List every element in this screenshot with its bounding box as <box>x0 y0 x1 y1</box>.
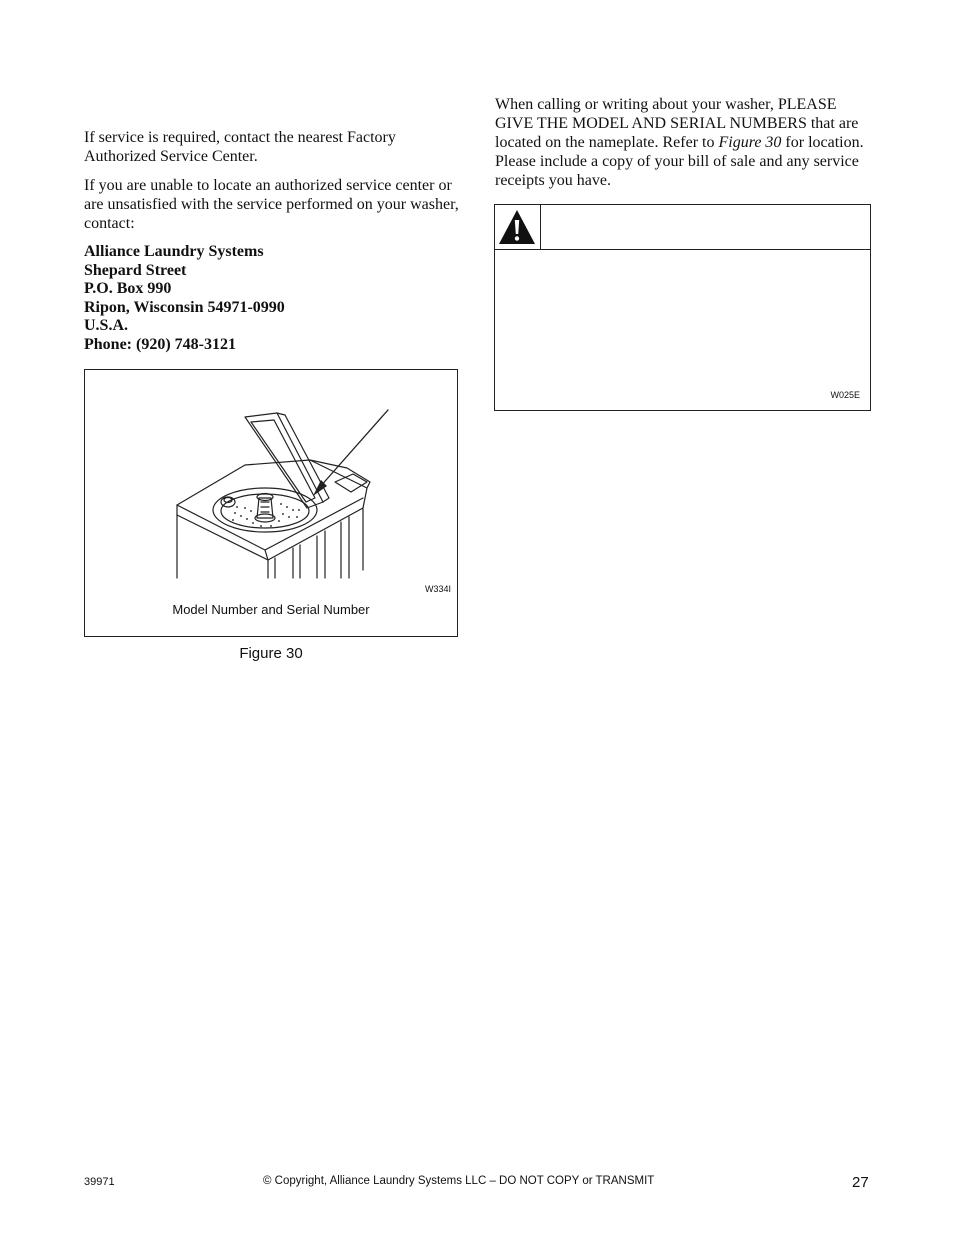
address-phone: Phone: (920) 748-3121 <box>84 335 236 353</box>
footer-doc-number: 39971 <box>84 1176 115 1188</box>
left-column <box>84 128 464 355</box>
figure-reference: Figure 30 <box>718 134 782 151</box>
address-country: U.S.A. <box>84 317 129 335</box>
address-company: Alliance Laundry Systems <box>84 243 264 260</box>
address-street: Shepard Street <box>84 261 187 279</box>
figure-caption: Model Number and Serial Number <box>172 602 370 617</box>
warning-triangle-icon <box>497 208 537 246</box>
footer-copyright: © Copyright, Alliance Laundry Systems LLC – DO NOT COPY or TRANSMIT <box>263 1175 655 1187</box>
washer-illustration <box>85 370 459 638</box>
figure-label: Figure 30 <box>239 645 303 662</box>
figure-box <box>84 369 458 637</box>
right-column <box>495 95 875 190</box>
address-city: Ripon, Wisconsin 54971-0990 <box>84 298 285 316</box>
service-paragraph: If service is required, contact the nearest Factory Authorized Service Center. <box>84 129 396 165</box>
calling-text-after: for location. Please include a copy of your bill of sale and any service receipts you have. <box>495 134 864 189</box>
warning-box <box>494 204 871 411</box>
address-po-box: P.O. Box 990 <box>84 280 172 298</box>
warning-icon-cell <box>495 205 541 249</box>
calling-paragraph <box>495 95 875 190</box>
figure-code: W334I <box>425 584 452 594</box>
unable-paragraph: If you are unable to locate an authorized service center or are unsatisfied with the service performed on your washer, contact: <box>84 177 459 232</box>
warning-header <box>495 205 870 250</box>
address-block <box>84 243 464 355</box>
footer-page-number: 27 <box>852 1174 869 1191</box>
calling-text-before: When calling or writing about your washer, PLEASE GIVE THE MODEL AND SERIAL NUMBERS that are located on the nameplate. Refer to <box>495 96 859 151</box>
warning-code: W025E <box>830 390 860 400</box>
